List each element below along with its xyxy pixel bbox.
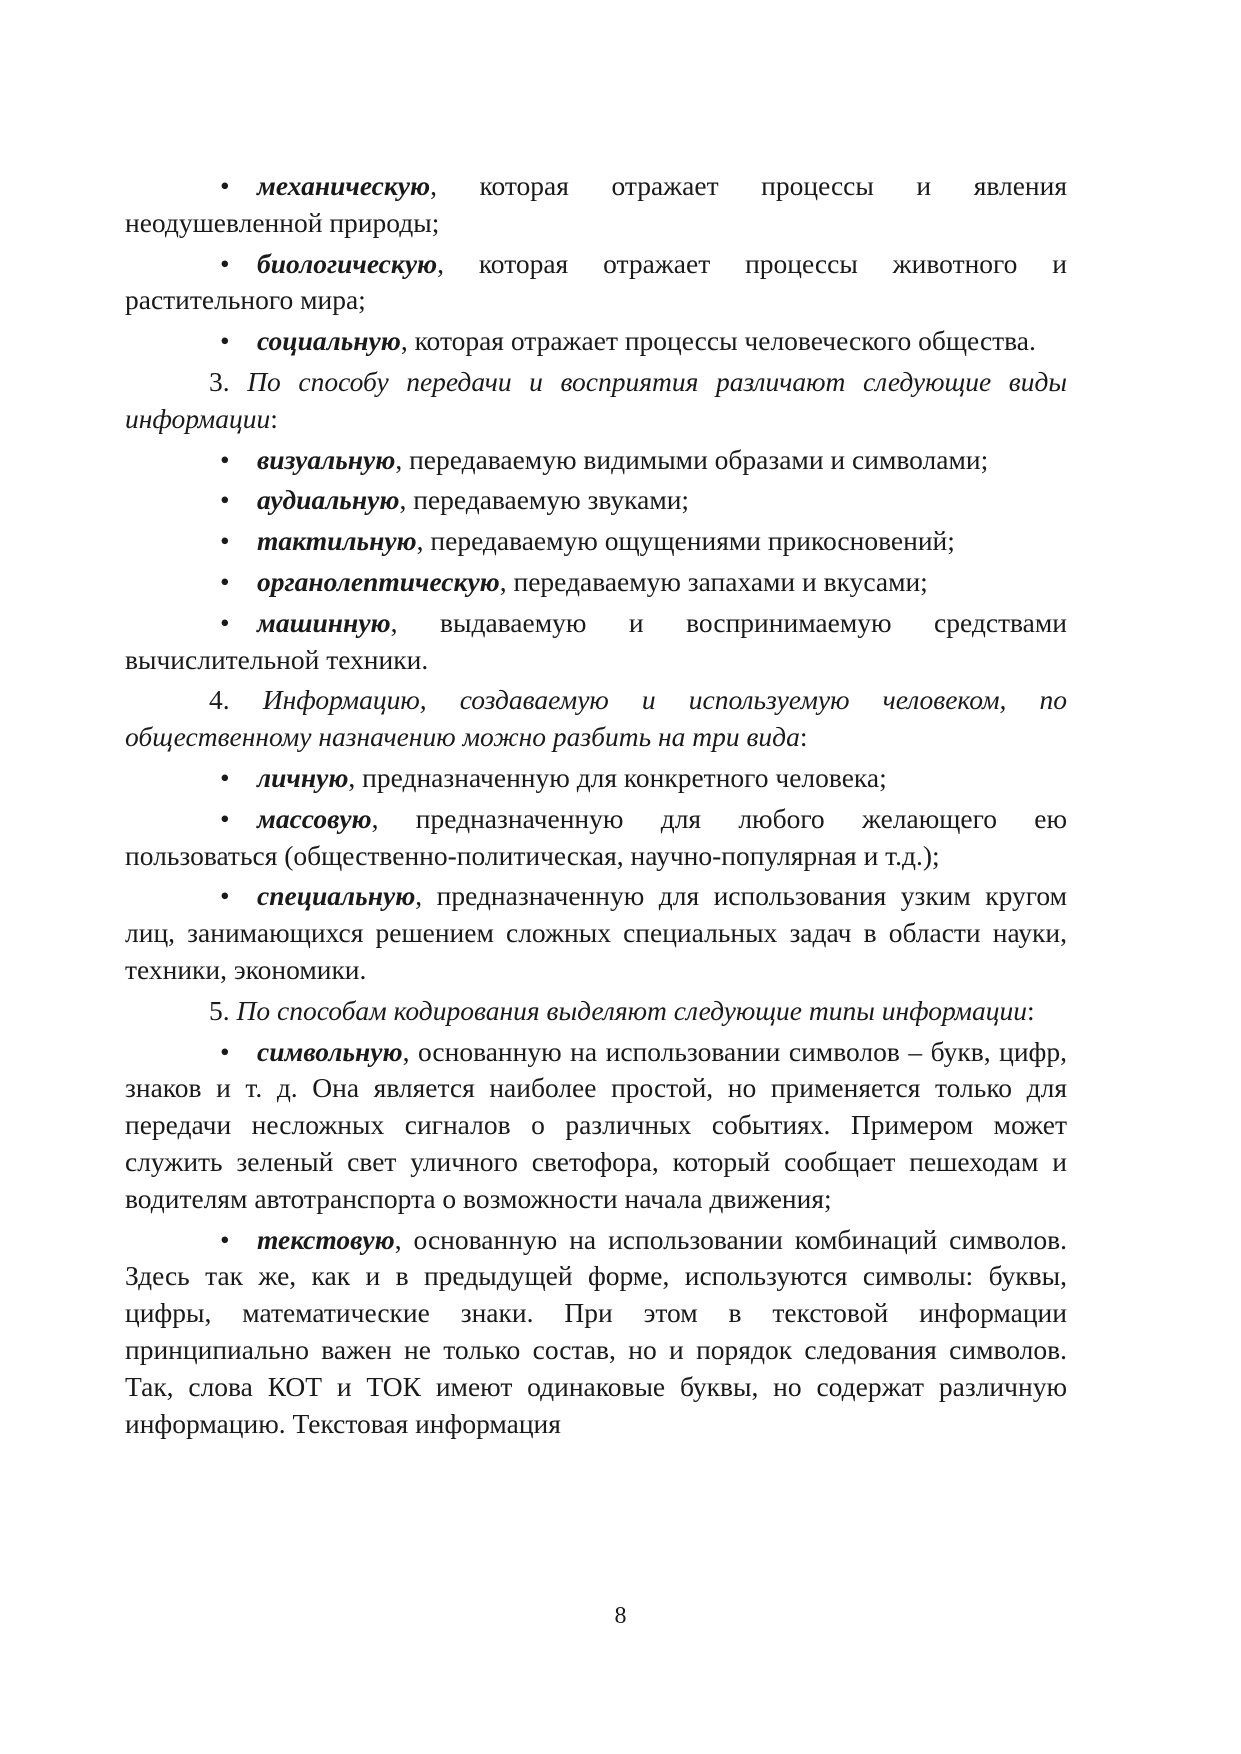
bullet-dot: • [220,761,230,793]
bullet-special [125,878,1067,988]
term: личную [257,761,349,793]
bullet-biological [125,246,1067,320]
bullet-audial [125,482,1067,519]
item-colon: : [1026,994,1035,1026]
bullet-dot: • [220,247,230,279]
bullet-text: , предназначенную для любого желающего ею пользоваться (общественно-политическая, научно-популярная и т.д.); [125,802,1067,871]
bullet-dot: • [220,880,230,912]
bullet-text: , которая отражает процессы и явления неодушевленной природы; [125,170,1067,238]
term: машинную [257,606,391,638]
bullet-mechanical [125,168,1067,242]
item-number: 5. [209,994,230,1026]
item-heading: По способу передачи и восприятия различают следующие виды информации [125,365,1067,434]
bullet-dot: • [220,606,230,638]
bullet-dot: • [220,484,230,516]
bullet-dot: • [220,565,230,597]
bullet-organoleptic [125,564,1067,601]
term: тактильную [257,525,417,557]
term: органолептическую [257,565,500,597]
item-number: 3. [209,365,230,397]
bullet-symbolic [125,1034,1067,1218]
page-body [125,164,1067,1442]
term: специальную [257,880,416,912]
bullet-text: , передаваемую ощущениями прикосновений; [416,525,955,557]
page-number: 8 [614,1603,627,1629]
bullet-machine [125,605,1067,679]
term: визуальную [257,443,396,475]
item-colon: : [270,402,278,434]
bullet-text: , передаваемую звуками; [399,484,690,516]
bullet-text: , передаваемую видимыми образами и символами; [395,443,989,475]
bullet-dot: • [220,1223,230,1255]
bullet-dot: • [220,443,230,475]
bullet-text: , основанную на использовании символов – букв, цифр, знаков и т. д. Она является наиболее простой, но применяется только для передачи несложных сигналов о различных событиях. Примером может служить зеленый свет уличного светофора, который сообщает пешеходам и водителям автотранспорта о возможности начала движения; [125,1035,1067,1214]
bullet-text: , выдаваемую и воспринимаемую средствами вычислительной техники. [125,606,1067,675]
bullet-text: , которая отражает процессы человеческого общества. [400,325,1036,357]
item-heading: По способам кодирования выделяют следующие типы информации [236,994,1027,1026]
bullet-textual [125,1222,1067,1443]
bullet-dot: • [220,1035,230,1067]
bullet-dot: • [220,802,230,834]
item-heading: Информацию, создаваемую и используемую человеком, по общественному назначению можно разбить на три вида [125,684,1067,753]
term: массовую [257,802,372,834]
bullet-dot: • [220,170,230,201]
item-number: 4. [209,684,230,716]
bullet-text: , которая отражает процессы животного и растительного мира; [125,247,1067,316]
term: механическую [257,170,431,201]
term: социальную [257,325,401,357]
bullet-tactile [125,523,1067,560]
bullet-text: , передаваемую запахами и вкусами; [499,565,928,597]
bullet-text: , предназначенную для конкретного человека; [348,761,887,793]
numbered-item-4 [125,682,1067,756]
term: символьную [257,1035,403,1067]
bullet-visual [125,442,1067,479]
numbered-item-3 [125,364,1067,438]
item-colon: : [799,721,808,753]
term: биологическую [257,247,438,279]
bullet-personal [125,760,1067,797]
bullet-mass [125,801,1067,875]
bullet-social [125,323,1067,360]
term: аудиальную [257,484,400,516]
term: текстовую [257,1223,395,1255]
bullet-text: , основанную на использовании комбинаций символов. Здесь так же, как и в предыдущей форме, используются символы: буквы, цифры, математические знаки. При этом в текстовой информации принципиально важен не только состав, но и порядок следования символов. Так, слова КОТ и ТОК имеют одинаковые буквы, но содержат различную информацию. Текстовая информация [125,1223,1067,1439]
bullet-dot: • [220,325,230,357]
bullet-text: , предназначенную для использования узким кругом лиц, занимающихся решением сложных специальных задач в области науки, техники, экономики. [125,880,1067,985]
numbered-item-5 [125,993,1067,1030]
bullet-dot: • [220,525,230,557]
